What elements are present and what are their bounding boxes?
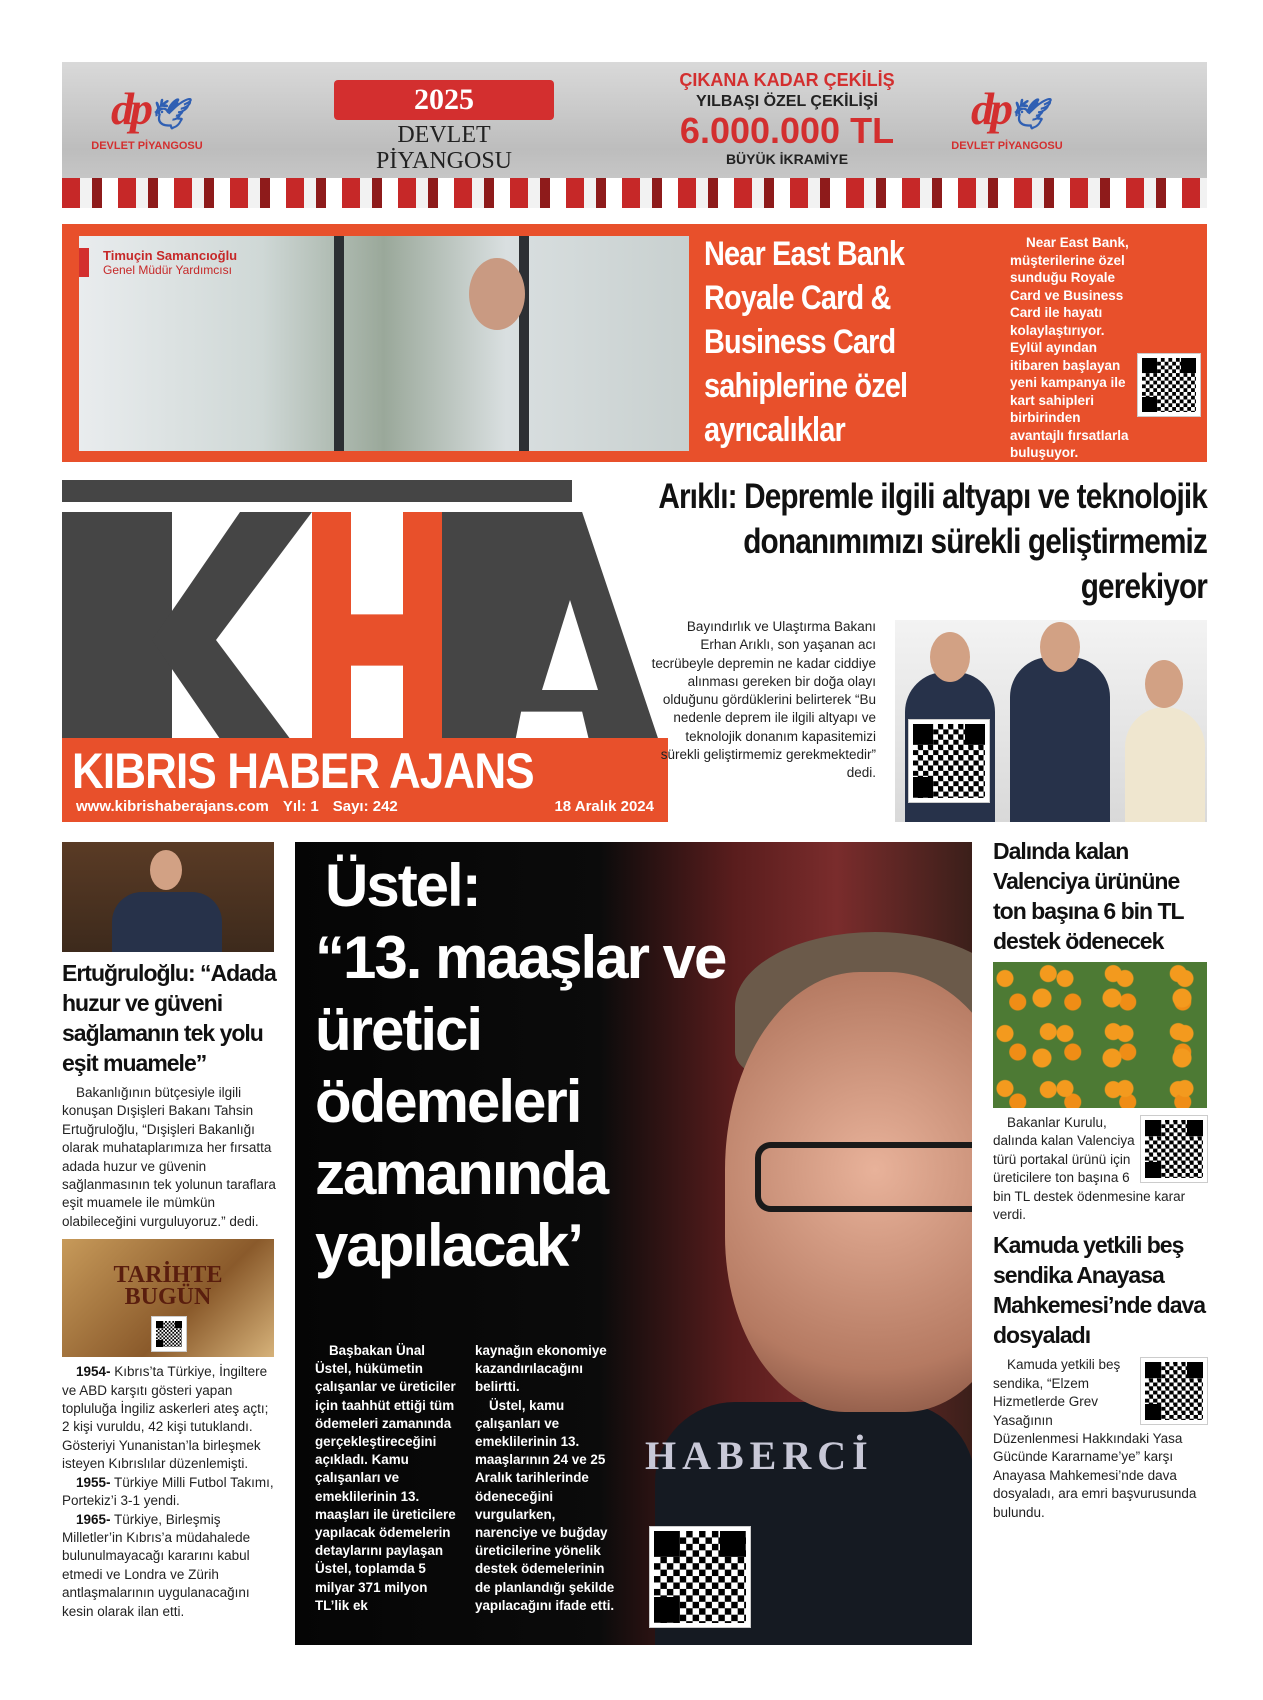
lead-story[interactable] — [295, 842, 972, 1645]
ad-headline: Near East Bank Royale Card & Business Card sahiplerine özel ayrıcalıklar — [704, 235, 908, 449]
kamu-body — [993, 1356, 1207, 1522]
year-ribbon: 2025 — [334, 80, 554, 120]
lottery-dove-icon: dp🕊 — [110, 83, 184, 134]
ad-body-block — [1010, 234, 1200, 462]
person-title: Genel Müdür Yardımcısı — [103, 263, 232, 277]
entry-text: Kıbrıs’ta Türkiye, İngiltere ve ABD karşıtı gösteri yapan topluluğa İngiliz askerleri ateş açtı; 2 kişi vuruldu, 42 kişi tutuklandı. Gösteriyi Yunanistan’la birleşmek isteyen Kıbrıslılar düzenlemişti. — [62, 1364, 269, 1472]
ertugruloglu-body: Bakanlığının bütçesiyle ilgili konuşan Dışişleri Bakanı Tahsin Ertuğruloğlu, “Dışişleri Bakanlığı olarak muhataplarımıza her fırsatta adada huzur ve güvenin sağlanmasının tek yolunun taraflara eşit muamele ile mümkün olabileceğini vurguluyoruz.” dedi. — [62, 1085, 276, 1229]
history-entry — [62, 1363, 277, 1473]
lottery-logo-right — [942, 84, 1072, 152]
ad-body: Near East Bank, müşterilerine özel sunduğu Royale Card ve Business Card ile hayatı kolaylaştırıyor. Eylül ayından itibaren başlayan yeni kampanya ile kart sahipleri birbirinden avantajlı fırsatlarla buluşuyor. — [1010, 235, 1129, 460]
qr-code[interactable] — [1138, 354, 1200, 416]
lottery-banner-ad[interactable] — [62, 62, 1207, 208]
entry-text: Türkiye, Birleşmiş Milletler’in Kıbrıs’a müdahalede bulunulmayacağı kararını kabul etmedi ve Londra ve Zürih antlaşmalarının uygulanacağını kesin olarak ilan etti. — [62, 1511, 251, 1619]
prize-line-1: ÇIKANA KADAR ÇEKİLİŞ — [679, 70, 895, 90]
person-name: Timuçin Samancıoğlu — [103, 248, 238, 263]
lottery-name: DEVLET PİYANGOSU — [375, 122, 513, 174]
tarihte-bugun-list — [62, 1363, 277, 1621]
arikli-body: Bayındırlık ve Ulaştırma Bakanı Erhan Arıklı, son yaşanan acı tecrübeyle depremin ne kadar ciddiye alınması gereken bir doğa olayı olduğunu gördüklerini belirterek “Bu nedenle deprem ile ilgili altyapı ve teknolojik donanım kapasitemizi sürekli geliştirmemiz gerekmektedir” dedi. — [651, 619, 876, 781]
valenciya-body — [993, 1114, 1207, 1224]
executive-photo — [79, 236, 689, 451]
issue-date: 18 Aralık 2024 — [554, 798, 654, 815]
prize-line-3: BÜYÜK İKRAMİYE — [725, 151, 849, 167]
lead-headline-quote: “13. maaşlar ve üretici ödemeleri zamanında yapılacak’ — [315, 924, 726, 1279]
qr-code[interactable] — [909, 720, 989, 802]
valenciya-headline[interactable]: Dalında kalan Valenciya ürününe ton başına 6 bin TL destek ödenecek — [993, 838, 1184, 954]
lead-body-col1: Başbakan Ünal Üstel, hükümetin çalışanlar ve üreticiler için taahhüt ettiği tüm ödemeleri zamanında gerçekleştireceğini açıkladı. Kamu çalışanları ve emeklilerinin 13. maaşları ile üreticilere yapılacak ödemelerin detaylarını paylaşan Üstel, toplamda 5 milyar 371 milyon TL’lik ek — [315, 1343, 456, 1613]
lead-headline-speaker: Üstel: — [325, 852, 480, 919]
history-entry — [62, 1474, 277, 1511]
lottery-brand: DEVLET PİYANGOSU — [951, 140, 1063, 152]
lottery-logo-left — [82, 84, 212, 152]
entry-year: 1954- — [76, 1364, 111, 1380]
entry-text: Türkiye Milli Futbol Takımı, Portekiz’i 3-1 yendi. — [62, 1474, 274, 1509]
left-column — [62, 842, 277, 1621]
issue-number: Sayı: 242 — [332, 798, 398, 815]
kamu-headline[interactable]: Kamuda yetkili beş sendika Anayasa Mahkemesi’nde dava dosyaladı — [993, 1232, 1206, 1349]
qr-code[interactable] — [650, 1527, 750, 1627]
lead-body-para: kaynağın ekonomiye kazandırılacağını belirtti. — [475, 1343, 607, 1395]
qr-code[interactable] — [1141, 1116, 1207, 1182]
website-link[interactable]: www.kibrishaberajans.com — [76, 798, 269, 815]
watermark: HABERCİ — [645, 1433, 874, 1478]
prize-info — [622, 70, 952, 167]
newspaper-title: KIBRIS HABER AJANS — [72, 743, 534, 799]
oranges-photo — [993, 962, 1207, 1108]
entry-year: 1955- — [76, 1474, 111, 1490]
prize-amount: 6.000.000 TL — [679, 110, 895, 151]
masthead-logo — [62, 480, 668, 822]
lead-body-col2 — [475, 1342, 620, 1615]
kamu-text: Kamuda yetkili beş sendika, “Elzem Hizmetlerde Grev Yasağının Düzenlenmesi Hakkındaki Yasa Gücünde Kararname’ye” karşı Anayasa Mahkemesi’nde dava dosyaladı, ara emri başvurusunda bulundu. — [993, 1357, 1197, 1520]
masthead-bar — [62, 738, 668, 822]
photo-caption — [79, 248, 237, 277]
qr-code[interactable] — [152, 1317, 186, 1351]
valenciya-text: Bakanlar Kurulu, dalında kalan Valenciya türü portakal ürünü için üreticilere ton başına 6 bin TL destek ödenmesine karar verdi. — [993, 1115, 1186, 1223]
gift-garland — [62, 178, 1207, 208]
bank-ad[interactable] — [62, 224, 1207, 462]
right-column — [993, 836, 1207, 1522]
entry-year: 1965- — [76, 1511, 111, 1527]
arikli-headline[interactable]: Arıklı: Depremle ilgili altyapı ve teknolojik donanımımızı sürekli geliştirmemiz gerekiyor — [658, 477, 1207, 606]
lottery-brand: DEVLET PİYANGOSU — [91, 140, 203, 152]
volume-year: Yıl: 1 — [282, 798, 319, 815]
person-figure — [409, 258, 579, 451]
lead-body-para: Üstel, kamu çalışanları ve emeklilerinin 13. maaşlarının 24 ve 25 Aralık tarihlerinde ödeneceğini vurgularken, narenciye ve buğday üreticilerine yönelik destek ödemelerinin de planlandığı şekilde yapılacağını ifade etti. — [475, 1397, 615, 1613]
qr-code[interactable] — [1141, 1358, 1207, 1424]
lottery-dove-icon: dp🕊 — [970, 83, 1044, 134]
prize-line-2: YILBAŞI ÖZEL ÇEKİLİŞİ — [696, 93, 878, 110]
tarihte-bugun-image — [62, 1239, 274, 1357]
ertugruloglu-photo — [62, 842, 274, 952]
lead-headline — [315, 850, 755, 1282]
history-entry — [62, 1511, 277, 1621]
ertugruloglu-headline[interactable]: Ertuğruloğlu: “Adada huzur ve güveni sağlamanın tek yolu eşit muamele” — [62, 960, 276, 1076]
tarihte-bugun-title: TARİHTE BUGÜN — [113, 1262, 223, 1311]
arikli-photo — [895, 620, 1207, 822]
